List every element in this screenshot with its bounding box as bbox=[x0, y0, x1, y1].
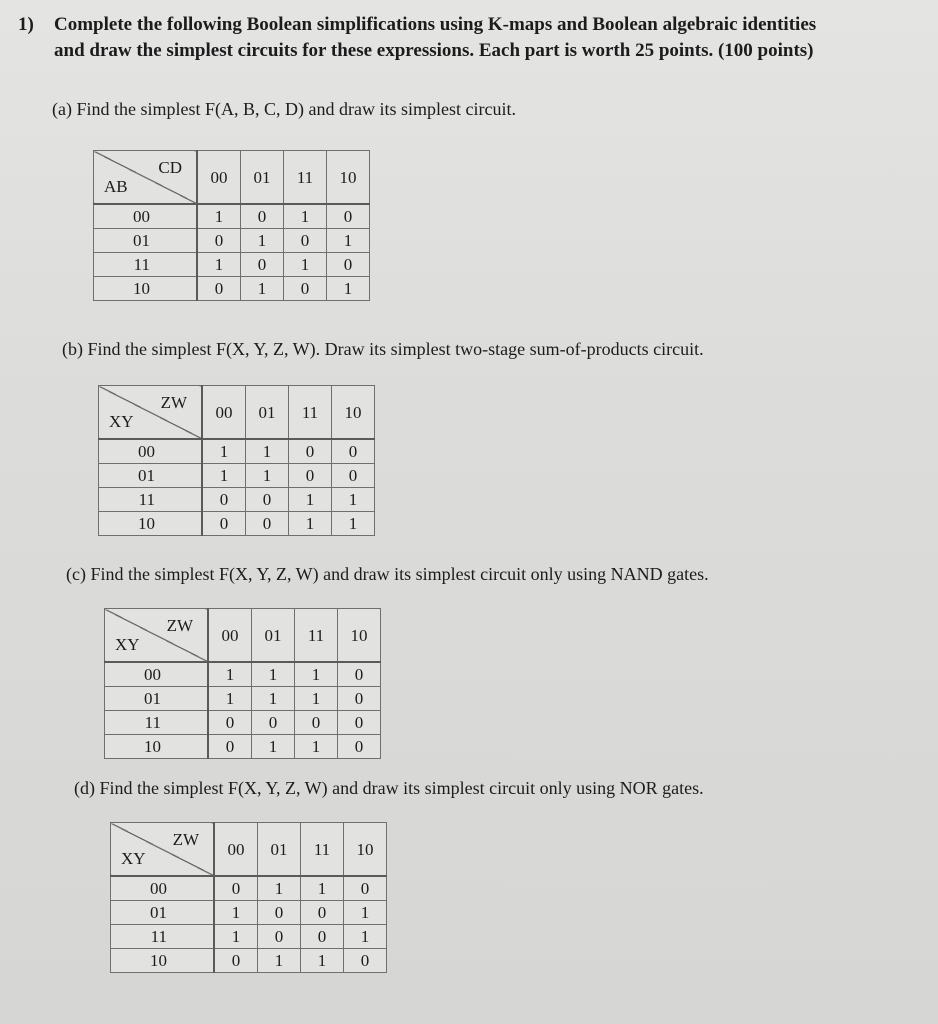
kmap-cell: 1 bbox=[332, 488, 375, 512]
kmap-cell: 0 bbox=[202, 512, 246, 536]
kmap-cell: 0 bbox=[202, 488, 246, 512]
kmap-row bbox=[105, 711, 381, 735]
kmap-row bbox=[111, 876, 387, 901]
kmap-cell: 0 bbox=[258, 925, 301, 949]
kmap-column-label: 10 bbox=[338, 609, 381, 663]
kmap-column-label: 01 bbox=[241, 151, 284, 205]
kmap-cell: 0 bbox=[338, 662, 381, 687]
kmap-cell: 0 bbox=[284, 229, 327, 253]
kmap-cell: 0 bbox=[338, 735, 381, 759]
kmap-cell: 1 bbox=[202, 464, 246, 488]
kmap-cell: 1 bbox=[252, 687, 295, 711]
question-line-1 bbox=[18, 12, 918, 38]
kmap-row-label: 01 bbox=[111, 901, 215, 925]
kmap-cell: 0 bbox=[295, 711, 338, 735]
kmap-cell: 1 bbox=[241, 277, 284, 301]
kmap-row-label: 00 bbox=[111, 876, 215, 901]
kmap-column-label: 11 bbox=[289, 386, 332, 440]
kmap-cell: 0 bbox=[197, 277, 241, 301]
kmap-column-label: 10 bbox=[327, 151, 370, 205]
kmap-row-label: 01 bbox=[94, 229, 198, 253]
kmap-cell: 1 bbox=[208, 687, 252, 711]
kmap-cell: 1 bbox=[344, 925, 387, 949]
kmap-d bbox=[110, 822, 387, 973]
kmap-cell: 1 bbox=[214, 925, 258, 949]
kmap-cell: 1 bbox=[252, 662, 295, 687]
kmap-cell: 1 bbox=[258, 876, 301, 901]
question-text-1: Complete the following Boolean simplifications using K-maps and Boolean algebraic identities bbox=[54, 14, 817, 35]
kmap-cell: 0 bbox=[252, 711, 295, 735]
kmap-row bbox=[111, 901, 387, 925]
kmap-cell: 1 bbox=[258, 949, 301, 973]
kmap-cell: 0 bbox=[301, 901, 344, 925]
kmap-cell: 1 bbox=[284, 253, 327, 277]
kmap-cell: 1 bbox=[208, 662, 252, 687]
kmap-column-label: 11 bbox=[301, 823, 344, 877]
kmap-b bbox=[98, 385, 375, 536]
kmap-row-label: 10 bbox=[111, 949, 215, 973]
kmap-cell: 1 bbox=[301, 876, 344, 901]
kmap-row-label: 10 bbox=[105, 735, 209, 759]
kmap-row-label: 11 bbox=[99, 488, 203, 512]
kmap-corner bbox=[94, 151, 198, 205]
kmap-cell: 0 bbox=[241, 204, 284, 229]
kmap-column-label: 01 bbox=[246, 386, 289, 440]
kmap-row-label: 10 bbox=[99, 512, 203, 536]
kmap-row bbox=[105, 662, 381, 687]
kmap-cell: 0 bbox=[332, 439, 375, 464]
kmap-left-variable: AB bbox=[104, 177, 128, 196]
kmap-column-label: 11 bbox=[295, 609, 338, 663]
kmap-cell: 1 bbox=[202, 439, 246, 464]
kmap-cell: 0 bbox=[327, 204, 370, 229]
kmap-row-label: 01 bbox=[105, 687, 209, 711]
kmap-a bbox=[93, 150, 370, 301]
kmap-cell: 1 bbox=[241, 229, 284, 253]
kmap-column-label: 11 bbox=[284, 151, 327, 205]
kmap-column-label: 00 bbox=[202, 386, 246, 440]
kmap-cell: 1 bbox=[214, 901, 258, 925]
kmap-cell: 0 bbox=[258, 901, 301, 925]
kmap-header-row bbox=[105, 609, 381, 663]
question-header bbox=[18, 12, 918, 64]
kmap-cell: 0 bbox=[344, 949, 387, 973]
kmap-row-label: 11 bbox=[111, 925, 215, 949]
kmap-cell: 0 bbox=[208, 735, 252, 759]
kmap-header-row bbox=[111, 823, 387, 877]
kmap-column-label: 10 bbox=[344, 823, 387, 877]
part-a-prompt: (a) Find the simplest F(A, B, C, D) and draw its simplest circuit. bbox=[52, 99, 516, 119]
kmap-cell: 0 bbox=[214, 876, 258, 901]
kmap-top-variable: CD bbox=[158, 158, 182, 177]
kmap-cell: 1 bbox=[344, 901, 387, 925]
part-b-prompt: (b) Find the simplest F(X, Y, Z, W). Draw its simplest two-stage sum-of-products circuit. bbox=[62, 339, 704, 359]
kmap-left-variable: XY bbox=[121, 849, 146, 868]
kmap-cell: 0 bbox=[208, 711, 252, 735]
kmap-cell: 0 bbox=[284, 277, 327, 301]
kmap-row bbox=[111, 949, 387, 973]
kmap-row bbox=[111, 925, 387, 949]
kmap-row bbox=[94, 204, 370, 229]
kmap-row-label: 10 bbox=[94, 277, 198, 301]
kmap-row-label: 00 bbox=[94, 204, 198, 229]
kmap-row bbox=[94, 277, 370, 301]
kmap-row bbox=[105, 735, 381, 759]
kmap-row-label: 11 bbox=[105, 711, 209, 735]
kmap-left-variable: XY bbox=[109, 412, 134, 431]
kmap-cell: 1 bbox=[197, 253, 241, 277]
kmap-cell: 1 bbox=[252, 735, 295, 759]
kmap-left-variable: XY bbox=[115, 635, 140, 654]
kmap-row-label: 00 bbox=[99, 439, 203, 464]
kmap-cell: 0 bbox=[246, 488, 289, 512]
kmap-row bbox=[105, 687, 381, 711]
kmap-cell: 1 bbox=[295, 662, 338, 687]
kmap-c bbox=[104, 608, 381, 759]
kmap-cell: 0 bbox=[332, 464, 375, 488]
kmap-cell: 1 bbox=[295, 687, 338, 711]
kmap-cell: 0 bbox=[301, 925, 344, 949]
kmap-cell: 1 bbox=[246, 464, 289, 488]
kmap-column-label: 01 bbox=[252, 609, 295, 663]
kmap-cell: 0 bbox=[197, 229, 241, 253]
kmap-cell: 1 bbox=[301, 949, 344, 973]
kmap-corner bbox=[111, 823, 215, 877]
question-line-2: and draw the simplest circuits for these expressions. Each part is worth 25 points. (100 points) bbox=[54, 40, 814, 61]
kmap-row-label: 01 bbox=[99, 464, 203, 488]
kmap-column-label: 01 bbox=[258, 823, 301, 877]
kmap-cell: 0 bbox=[327, 253, 370, 277]
kmap-corner bbox=[105, 609, 209, 663]
kmap-header-row bbox=[94, 151, 370, 205]
kmap-cell: 0 bbox=[338, 711, 381, 735]
kmap-header-row bbox=[99, 386, 375, 440]
kmap-row bbox=[99, 464, 375, 488]
kmap-top-variable: ZW bbox=[166, 616, 193, 635]
kmap-row bbox=[94, 229, 370, 253]
part-c-prompt: (c) Find the simplest F(X, Y, Z, W) and draw its simplest circuit only using NAND gates. bbox=[66, 564, 709, 584]
kmap-cell: 1 bbox=[295, 735, 338, 759]
kmap-cell: 0 bbox=[246, 512, 289, 536]
kmap-top-variable: ZW bbox=[172, 830, 199, 849]
kmap-cell: 1 bbox=[284, 204, 327, 229]
kmap-cell: 0 bbox=[289, 439, 332, 464]
kmap-cell: 1 bbox=[246, 439, 289, 464]
kmap-row bbox=[99, 439, 375, 464]
kmap-row-label: 00 bbox=[105, 662, 209, 687]
kmap-row bbox=[99, 488, 375, 512]
kmap-top-variable: ZW bbox=[160, 393, 187, 412]
kmap-column-label: 10 bbox=[332, 386, 375, 440]
kmap-cell: 1 bbox=[197, 204, 241, 229]
question-number: 1) bbox=[18, 14, 34, 35]
kmap-column-label: 00 bbox=[208, 609, 252, 663]
kmap-cell: 0 bbox=[344, 876, 387, 901]
kmap-cell: 1 bbox=[327, 277, 370, 301]
kmap-cell: 0 bbox=[214, 949, 258, 973]
kmap-column-label: 00 bbox=[214, 823, 258, 877]
kmap-cell: 1 bbox=[289, 512, 332, 536]
kmap-cell: 1 bbox=[327, 229, 370, 253]
kmap-row bbox=[94, 253, 370, 277]
kmap-cell: 0 bbox=[289, 464, 332, 488]
kmap-cell: 0 bbox=[338, 687, 381, 711]
part-d-prompt: (d) Find the simplest F(X, Y, Z, W) and draw its simplest circuit only using NOR gates. bbox=[74, 778, 704, 798]
kmap-cell: 1 bbox=[289, 488, 332, 512]
kmap-cell: 0 bbox=[241, 253, 284, 277]
kmap-cell: 1 bbox=[332, 512, 375, 536]
kmap-row-label: 11 bbox=[94, 253, 198, 277]
kmap-corner bbox=[99, 386, 203, 440]
kmap-row bbox=[99, 512, 375, 536]
kmap-column-label: 00 bbox=[197, 151, 241, 205]
